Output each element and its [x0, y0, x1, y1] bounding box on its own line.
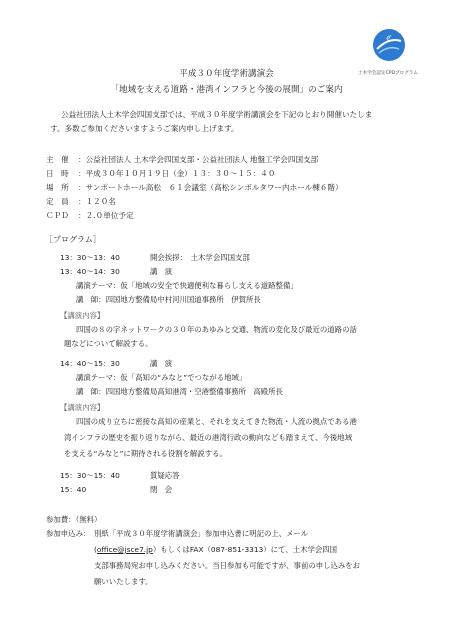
venue-label: 場 所 [46, 183, 69, 192]
cpd-label: ＣＰＤ [46, 211, 69, 220]
lecture2-content-1: 四国の成り立ちに密接な高知の産業と、それを支えてきた物流・人流の拠点である港 [76, 417, 357, 426]
close-time: 15：40 [60, 485, 87, 494]
cpd-logo [371, 27, 407, 63]
qa-time: 15：30～15：40 [60, 471, 120, 480]
close-label: 閉 会 [150, 485, 173, 494]
lecture2-theme: 講演テーマ：仮「高知の“みなと”でつながる地域」 [76, 373, 247, 382]
lecture1-time: 13：40～14：30 [60, 267, 120, 276]
capacity-value: ：１２０名 [78, 197, 116, 206]
lecture2-content-3: を支える“みなと”に期待される役割を解説する。 [64, 449, 227, 458]
apply-line-2-rest: ）もしくはFAX（087-851-3313）にて、土木学会四国 [152, 545, 338, 554]
lecture1-label: 講 演 [150, 267, 173, 276]
email-link[interactable]: office@jsce7.jp [96, 545, 153, 554]
qa-label: 質疑応答 [150, 471, 180, 480]
intro-line-1: 公益社団法人土木学会四国支部では、平成３０年度学術講演会を下記のとおり開催いたしま [61, 110, 373, 119]
opening-time: 13：30～13：40 [60, 253, 120, 262]
lecture1-theme: 講演テーマ：仮「地域の安全で快適便利な暮らし支える道路整備」 [76, 281, 298, 290]
datetime-label: 日 時 [46, 169, 69, 178]
venue-value: ：サンポートホール高松 ６１会議室（高松シンボルタワー内ホール棟６階） [78, 183, 343, 192]
apply-line-2: (office@jsce7.jp）もしくはFAX（087-851-3313）にて、土木学会四国 [94, 545, 338, 554]
lecture2-label: 講 演 [150, 359, 173, 368]
apply-line-4: 願いいたします。 [94, 577, 153, 586]
logo-caption: 土木学会認定CPDプログラム [358, 71, 419, 76]
page-subtitle: 「地域を支える道路・港湾インフラと今後の展開」のご案内 [110, 85, 343, 95]
lecture2-content-label: 【講演内容】 [60, 403, 105, 412]
lecture2-speaker: 講 師：四国地方整備局高知港湾・空港整備事務所 高殿所長 [76, 387, 283, 396]
cpd-value: ：２.０単位予定 [78, 211, 134, 220]
datetime-value: ：平成３０年１０月１９日（金）１３：３０～１５：４０ [78, 169, 276, 178]
apply-line-3: 支部事務局宛お申し込みください。当日参加も可能ですが、事前の申し込みをお [94, 561, 361, 570]
program-heading: ［プログラム］ [45, 235, 101, 244]
lecture2-content-2: 湾インフラの歴史を振り返りながら、最近の港湾行政の動向なども踏まえて、今後地域 [64, 433, 353, 442]
organizer-value: ：公益社団法人 土木学会四国支部・公益社団法人 地盤工学会四国支部 [78, 155, 319, 164]
apply-line-1: 別紙「平成３０年度学術講演会」参加申込書に明記の上、メール [94, 529, 309, 538]
svg-text:ℭ: ℭ [386, 34, 392, 43]
lecture1-speaker: 講 師：四国地方整備局中村河川国道事務所 伊賀所長 [76, 295, 261, 304]
capacity-label: 定 員 [46, 197, 69, 206]
lecture1-content-label: 【講演内容】 [60, 311, 105, 320]
lecture1-content-1: 四国の８の字ネットワークの３０年のあゆみと交通、物流の変化及び最近の道路の話 [76, 325, 357, 334]
intro-line-2: す。多数ご参加くださいますようご案内申し上げます。 [50, 124, 239, 133]
page-title: 平成３０年度学術講演会 [179, 69, 274, 79]
lecture1-content-2: 題などについて解説する。 [64, 339, 153, 348]
fee-label: 参加費：（無料） [46, 515, 102, 524]
apply-label: 参加申込み： [46, 529, 91, 538]
lecture2-time: 14：40～15：30 [60, 359, 120, 368]
organizer-label: 主 催 [46, 155, 69, 164]
opening-label: 開会挨拶： 土木学会四国支部 [150, 253, 250, 262]
